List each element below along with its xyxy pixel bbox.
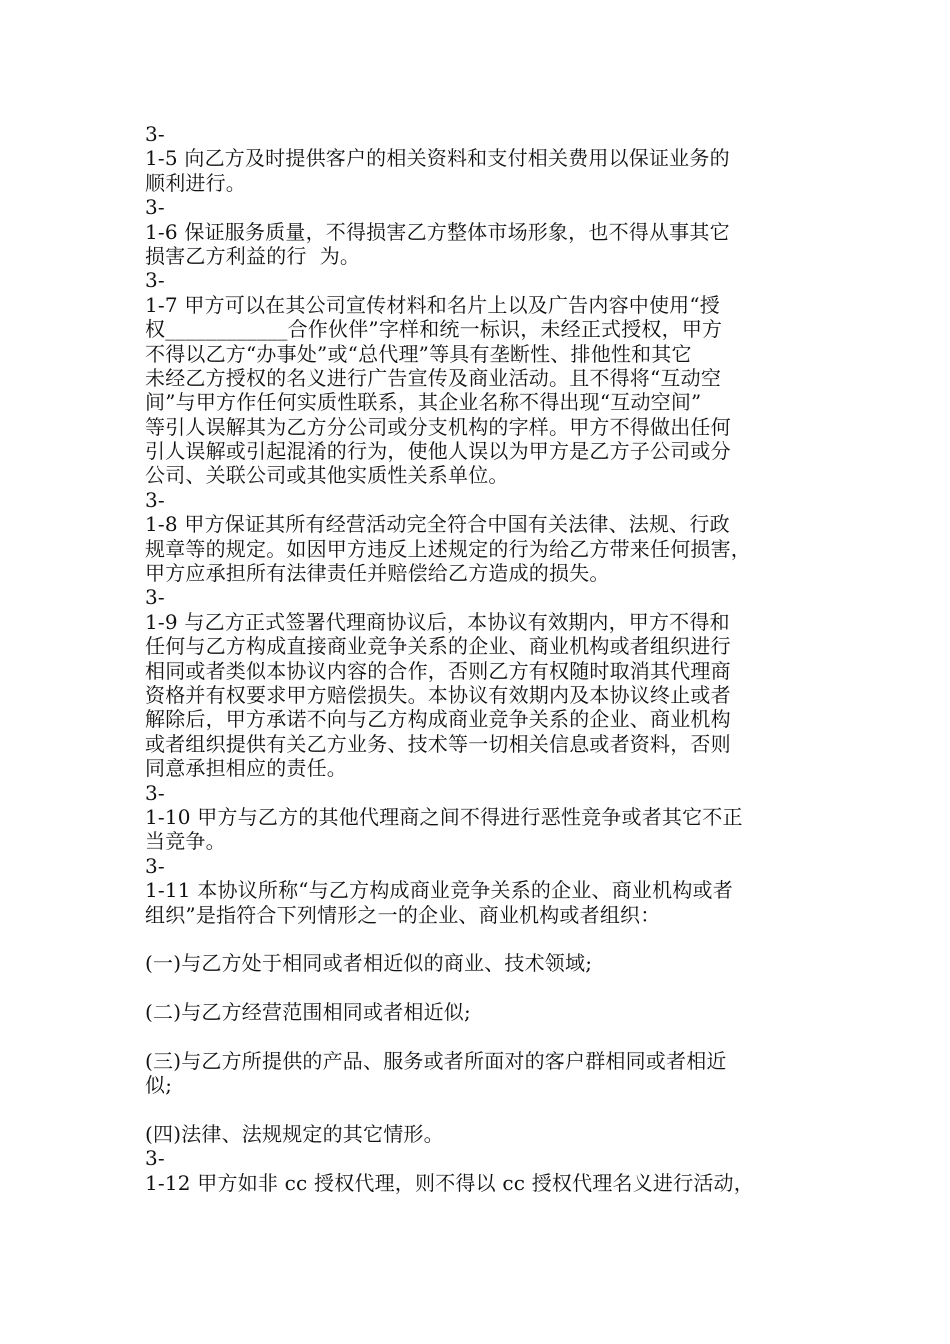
text-line: 1-7 甲方可以在其公司宣传材料和名片上以及广告内容中使用“授 [145, 292, 720, 317]
text-line: 相同或者类似本协议内容的合作，否则乙方有权随时取消其代理商 [145, 658, 731, 683]
blank-line [145, 976, 835, 1000]
text-line: (二)与乙方经营范围相同或者相近似; [145, 1000, 471, 1025]
text-line: 间”与甲方作任何实质性联系，其企业名称不得出现“互动空间” [145, 390, 702, 415]
text-line: 甲方应承担所有法律责任并赔偿给乙方造成的损失。 [145, 561, 610, 586]
text-line: 3- [145, 1146, 165, 1171]
text-line: 未经乙方授权的名义进行广告宣传及商业活动。且不得将“互动空 [145, 365, 722, 390]
text-line: 1-10 甲方与乙方的其他代理商之间不得进行恶性竞争或者其它不正 [145, 804, 743, 829]
text-line: 3- [145, 268, 165, 293]
text-line: 或者组织提供有关乙方业务、技术等一切相关信息或者资料，否则 [145, 731, 731, 756]
text-line: 顺利进行。 [145, 170, 246, 195]
text-line: 1-9 与乙方正式签署代理商协议后，本协议有效期内，甲方不得和 [145, 609, 730, 634]
text-line: 等引人误解其为乙方分公司或分支机构的字样。甲方不得做出任何 [145, 414, 731, 439]
text-line: 3- [145, 122, 165, 146]
text-line: (一)与乙方处于相同或者相近似的商业、技术领域; [145, 951, 593, 976]
text-line: 权____________合作伙伴”字样和统一标识，未经正式授权，甲方 [145, 317, 723, 342]
text-line: 损害乙方利益的行 为。 [145, 243, 361, 268]
document-body [145, 122, 835, 1195]
blank-line [145, 1024, 835, 1048]
text-line: 规章等的规定。如因甲方违反上述规定的行为给乙方带来任何损害， [145, 536, 751, 561]
text-line: 1-5 向乙方及时提供客户的相关资料和支付相关费用以保证业务的 [145, 146, 730, 171]
text-line: 不得以乙方“办事处”或“总代理”等具有垄断性、排他性和其它 [145, 341, 692, 366]
text-line: 组织”是指符合下列情形之一的企业、商业机构或者组织： [145, 902, 661, 927]
text-line: 3- [145, 853, 165, 878]
blank-line [145, 927, 835, 951]
text-line: 1-6 保证服务质量，不得损害乙方整体市场形象，也不得从事其它 [145, 219, 730, 244]
text-line: 同意承担相应的责任。 [145, 756, 347, 781]
text-line: 3- [145, 487, 165, 512]
text-line: 1-12 甲方如非 cc 授权代理，则不得以 cc 授权代理名义进行活动， [145, 1170, 754, 1195]
text-line: 3- [145, 585, 165, 610]
text-line: 1-11 本协议所称“与乙方构成商业竞争关系的企业、商业机构或者 [145, 878, 733, 903]
text-line: 3- [145, 195, 165, 220]
blank-line [145, 1098, 835, 1122]
text-line: 3- [145, 780, 165, 805]
text-line: 任何与乙方构成直接商业竞争关系的企业、商业机构或者组织进行 [145, 634, 731, 659]
text-line: 资格并有权要求甲方赔偿损失。本协议有效期内及本协议终止或者 [145, 682, 731, 707]
text-line: 解除后，甲方承诺不向与乙方构成商业竞争关系的企业、商业机构 [145, 707, 731, 732]
text-line: 当竞争。 [145, 829, 226, 854]
text-line: 似; [145, 1073, 173, 1098]
text-line: (三)与乙方所提供的产品、服务或者所面对的客户群相同或者相近 [145, 1048, 727, 1073]
text-line: 引人误解或引起混淆的行为，使他人误以为甲方是乙方子公司或分 [145, 439, 731, 464]
text-line: 公司、关联公司或其他实质性关系单位。 [145, 463, 509, 488]
text-line: 1-8 甲方保证其所有经营活动完全符合中国有关法律、法规、行政 [145, 512, 730, 537]
text-line: (四)法律、法规规定的其它情形。 [145, 1122, 444, 1147]
